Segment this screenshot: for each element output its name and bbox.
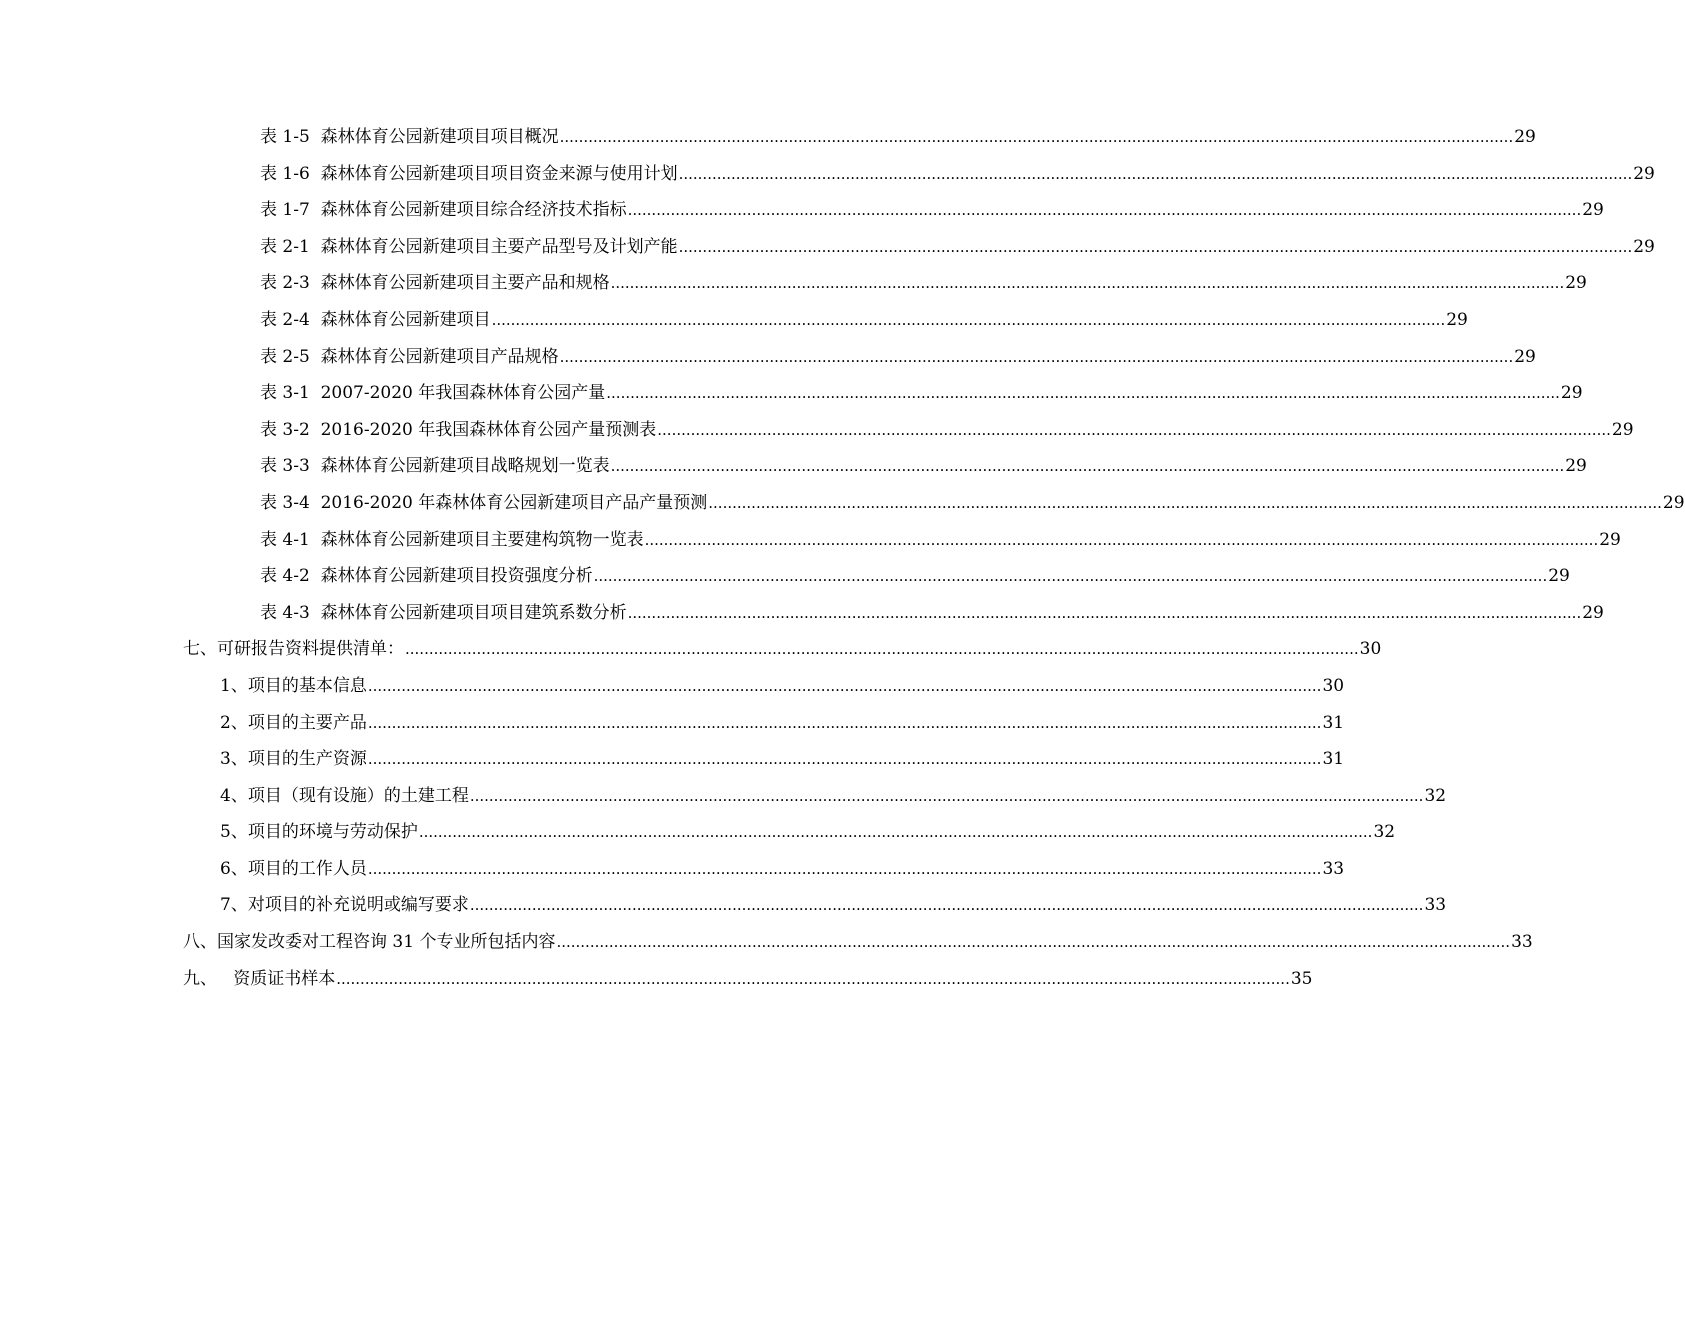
toc-leader-dots: ........................................................................................................................................................................................................: [367, 859, 1322, 878]
toc-entry-page: 29: [1611, 419, 1634, 440]
toc-leader-dots: ........................................................................................................................................................................................................: [678, 164, 1633, 183]
toc-entry-page: 30: [1359, 639, 1382, 660]
toc-entry-page: 29: [1548, 566, 1570, 587]
toc-entry-page: 29: [1514, 127, 1536, 147]
toc-entry[interactable]: [0, 778, 1447, 815]
toc-entry[interactable]: [0, 851, 1345, 888]
toc-entry[interactable]: [0, 448, 1587, 485]
toc-entry-page: 29: [1633, 163, 1655, 184]
toc-entry[interactable]: [0, 265, 1587, 302]
toc-entry[interactable]: [0, 924, 1533, 961]
toc-entry-label: 表 2-4 森林体育公园新建项目: [260, 309, 491, 330]
toc-entry[interactable]: [0, 522, 1621, 559]
toc-leader-dots: ........................................................................................................................................................................................................: [627, 201, 1582, 220]
toc-leader-dots: ........................................................................................................................................................................................................: [336, 969, 1290, 988]
toc-leader-dots: ........................................................................................................................................................................................................: [678, 237, 1633, 256]
toc-entry[interactable]: [0, 631, 1382, 668]
toc-leader-dots: ........................................................................................................................................................................................................: [405, 640, 1359, 659]
toc-entry-label: 表 3-3 森林体育公园新建项目战略规划一览表: [260, 456, 610, 477]
toc-entry-label: 表 3-4 2016-2020 年森林体育公园新建项目产品产量预测: [260, 492, 708, 513]
toc-entry-label: 表 2-1 森林体育公园新建项目主要产品型号及计划产能: [260, 236, 678, 257]
toc-entry-label: 7、对项目的补充说明或编写要求: [220, 895, 469, 916]
toc-entry-page: 35: [1290, 968, 1313, 989]
toc-entry-label: 表 3-1 2007-2020 年我国森林体育公园产量: [260, 383, 606, 404]
toc-entry[interactable]: [0, 814, 1396, 851]
toc-entry-page: 32: [1424, 785, 1447, 806]
toc-leader-dots: ........................................................................................................................................................................................................: [593, 567, 1548, 586]
toc-leader-dots: ........................................................................................................................................................................................................: [491, 310, 1446, 329]
toc-entry-page: 29: [1446, 309, 1468, 330]
toc-leader-dots: ........................................................................................................................................................................................................: [644, 530, 1599, 549]
toc-entry[interactable]: [0, 595, 1604, 632]
toc-entry-label: 表 3-2 2016-2020 年我国森林体育公园产量预测表: [260, 419, 657, 440]
toc-entry[interactable]: [0, 412, 1634, 449]
toc-entry[interactable]: [0, 156, 1655, 193]
toc-entry-page: 29: [1565, 273, 1587, 294]
toc-leader-dots: ........................................................................................................................................................................................................: [627, 603, 1582, 622]
toc-leader-dots: ........................................................................................................................................................................................................: [610, 457, 1565, 476]
toc-leader-dots: ........................................................................................................................................................................................................: [418, 823, 1373, 842]
toc-entry[interactable]: [0, 302, 1468, 339]
toc-leader-dots: ........................................................................................................................................................................................................: [708, 493, 1662, 512]
toc-entry-label: 表 1-5 森林体育公园新建项目项目概况: [260, 127, 559, 147]
toc-entry-page: 29: [1560, 383, 1583, 404]
toc-entry-label: 九、 资质证书样本: [183, 968, 336, 989]
toc-entry-page: 32: [1373, 822, 1396, 843]
toc-entry-label: 5、项目的环境与劳动保护: [220, 822, 418, 843]
toc-entry[interactable]: [0, 705, 1345, 742]
toc-entry-page: 31: [1322, 749, 1345, 770]
toc-entry-page: 29: [1599, 529, 1621, 550]
table-of-contents: [0, 119, 1685, 997]
toc-entry-label: 表 2-3 森林体育公园新建项目主要产品和规格: [260, 273, 610, 294]
toc-leader-dots: ........................................................................................................................................................................................................: [469, 896, 1424, 915]
toc-entry[interactable]: [0, 668, 1345, 705]
toc-entry-page: 33: [1322, 858, 1345, 879]
toc-entry[interactable]: [0, 339, 1536, 376]
toc-entry-page: 29: [1514, 346, 1536, 367]
toc-entry[interactable]: [0, 119, 1536, 156]
toc-leader-dots: ........................................................................................................................................................................................................: [367, 713, 1322, 732]
toc-entry-label: 3、项目的生产资源: [220, 749, 367, 770]
toc-entry-label: 4、项目（现有设施）的土建工程: [220, 785, 469, 806]
toc-entry-label: 2、项目的主要产品: [220, 712, 367, 733]
toc-entry-label: 表 4-3 森林体育公园新建项目项目建筑系数分析: [260, 602, 627, 623]
toc-entry-page: 31: [1322, 712, 1345, 733]
toc-entry[interactable]: [0, 741, 1345, 778]
toc-leader-dots: ........................................................................................................................................................................................................: [559, 347, 1514, 366]
toc-entry-page: 29: [1582, 602, 1604, 623]
toc-entry[interactable]: [0, 192, 1604, 229]
toc-leader-dots: ........................................................................................................................................................................................................: [610, 274, 1565, 293]
toc-leader-dots: ........................................................................................................................................................................................................: [469, 786, 1424, 805]
toc-entry-page: 29: [1582, 200, 1604, 221]
toc-entry-label: 七、可研报告资料提供清单：: [183, 639, 404, 660]
toc-entry[interactable]: [0, 558, 1570, 595]
toc-leader-dots: ........................................................................................................................................................................................................: [606, 384, 1560, 403]
toc-entry[interactable]: [0, 229, 1655, 266]
toc-leader-dots: ........................................................................................................................................................................................................: [559, 128, 1514, 146]
toc-leader-dots: ........................................................................................................................................................................................................: [657, 420, 1611, 439]
toc-entry-label: 1、项目的基本信息: [220, 675, 367, 696]
toc-entry-page: 30: [1322, 675, 1345, 696]
toc-entry[interactable]: [0, 887, 1447, 924]
toc-entry-label: 表 1-6 森林体育公园新建项目项目资金来源与使用计划: [260, 163, 678, 184]
toc-entry-label: 表 4-2 森林体育公园新建项目投资强度分析: [260, 566, 593, 587]
toc-entry-page: 29: [1633, 236, 1655, 257]
toc-entry-label: 6、项目的工作人员: [220, 858, 367, 879]
toc-entry-label: 表 1-7 森林体育公园新建项目综合经济技术指标: [260, 200, 627, 221]
toc-entry-page: 33: [1424, 895, 1447, 916]
toc-leader-dots: ........................................................................................................................................................................................................: [556, 933, 1511, 952]
toc-entry-page: 29: [1565, 456, 1587, 477]
toc-entry[interactable]: [0, 961, 1313, 998]
toc-entry-page: 33: [1511, 932, 1533, 953]
toc-entry[interactable]: [0, 375, 1583, 412]
toc-entry-label: 表 4-1 森林体育公园新建项目主要建构筑物一览表: [260, 529, 644, 550]
toc-leader-dots: ........................................................................................................................................................................................................: [367, 676, 1322, 695]
toc-entry-page: 29: [1662, 492, 1685, 513]
toc-leader-dots: ........................................................................................................................................................................................................: [367, 750, 1322, 769]
toc-entry-label: 表 2-5 森林体育公园新建项目产品规格: [260, 346, 559, 367]
toc-entry-label: 八、国家发改委对工程咨询 31 个专业所包括内容: [183, 932, 556, 953]
toc-entry[interactable]: [0, 485, 1685, 522]
